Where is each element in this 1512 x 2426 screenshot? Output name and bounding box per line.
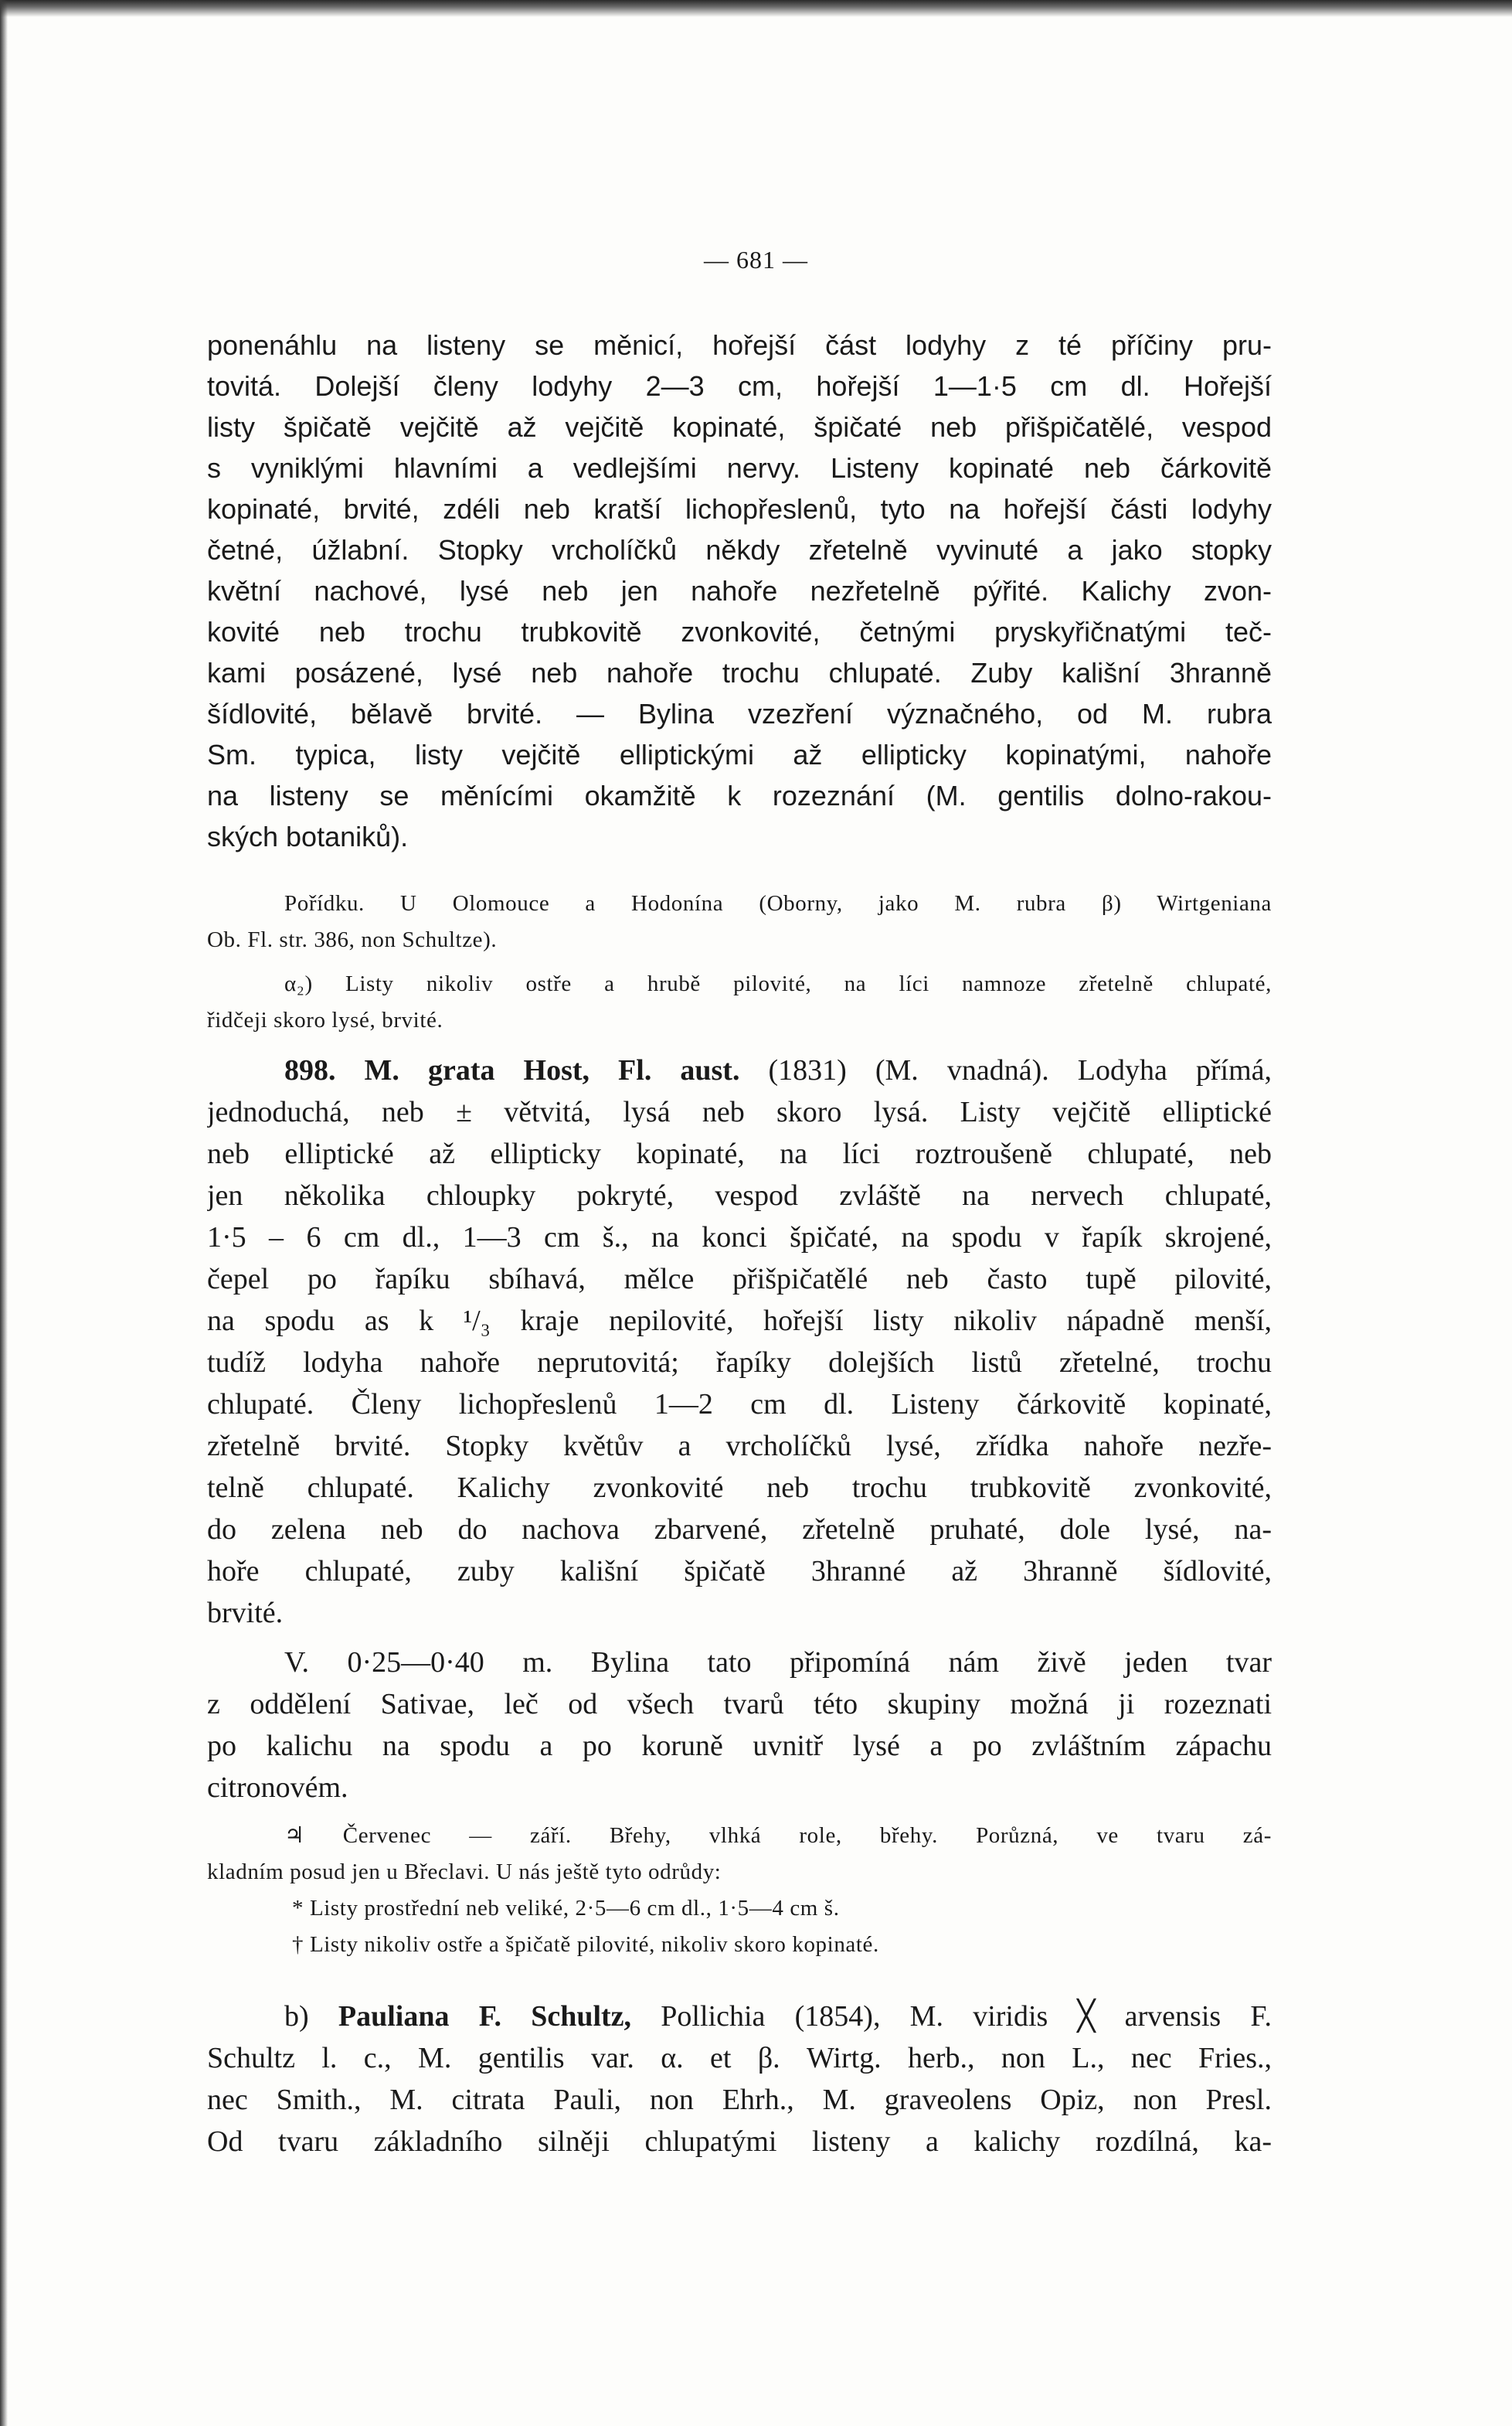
text-line: s vyniklými hlavními a vedlejšími nervy. Listeny kopinaté neb čárkovitě: [207, 452, 1272, 484]
entry-b-pauliana: [207, 1996, 1272, 2162]
note-cross-line: † Listy nikoliv ostře a špičatě pilovité, nikoliv skoro kopinaté.: [292, 1932, 879, 1957]
text-line: jen několika chloupky pokryté, vespod zvláště na nervech chlupaté,: [207, 1179, 1272, 1212]
entry-898: [207, 1050, 1272, 1634]
paragraph-1: [207, 325, 1272, 857]
note-line: Pořídku. U Olomouce a Hodonína (Oborny, jako M. rubra β) Wirtgeniana: [284, 891, 1272, 916]
entry-heading-rest: Pollichia (1854), M. viridis ╳ arvensis F.: [661, 2000, 1272, 2033]
text-line: citronovém.: [207, 1771, 348, 1804]
text-line: do zelena neb do nachova zbarvené, zřetelně pruhaté, dole lysé, na-: [207, 1513, 1272, 1546]
text-line: tovitá. Dolejší členy lodyhy 2—3 cm, hořejší 1—1·5 cm dl. Hořejší: [207, 370, 1272, 402]
note-line: kladním posud jen u Břeclavi. U nás ještě tyto odrůdy:: [207, 1859, 722, 1884]
text-line: telně chlupaté. Kalichy zvonkovité neb trochu trubkovitě zvonkovité,: [207, 1472, 1272, 1504]
text-line: ských botaniků).: [207, 821, 409, 852]
paragraph-v: [207, 1642, 1272, 1808]
text-line: po kalichu na spodu a po koruně uvnitř lysé a po zvláštním zápachu: [207, 1730, 1272, 1762]
text-line: z oddělení Sativae, leč od všech tvarů této skupiny možná ji rozeznati: [207, 1688, 1272, 1720]
scan-edge-left: [0, 0, 8, 2426]
text-line: V. 0·25—0·40 m. Bylina tato připomíná nám živě jeden tvar: [284, 1646, 1272, 1679]
text-line: na spodu as k ¹/₃ kraje nepilovité, hořejší listy nikoliv nápadně menší,: [207, 1305, 1272, 1337]
note-star-line: * Listy prostřední neb veliké, 2·5—6 cm dl., 1·5—4 cm š.: [292, 1896, 840, 1921]
entry-prefix: b): [284, 2000, 309, 2033]
text-line: hoře chlupaté, zuby kališní špičatě 3hranné až 3hranně šídlovité,: [207, 1555, 1272, 1587]
text-line: jednoduchá, neb ± větvitá, lysá neb skoro lysá. Listy vejčitě elliptické: [207, 1096, 1272, 1128]
note-line: řidčeji skoro lysé, brvité.: [207, 1008, 443, 1033]
text-line: listy špičatě vejčitě až vejčitě kopinaté, špičaté neb přišpičatělé, vespod: [207, 411, 1272, 443]
entry-number: 898.: [284, 1054, 336, 1087]
note-flowering: [207, 1818, 1272, 1963]
note-line: ♃ Červenec — září. Břehy, vlhká role, břehy. Porůzná, ve tvaru zá-: [284, 1823, 1272, 1848]
species-name: M. grata Host, Fl. aust.: [364, 1054, 740, 1087]
variety-name: Pauliana F. Schultz,: [338, 2000, 632, 2033]
text-line: Sm. typica, listy vejčitě elliptickými až ellipticky kopinatými, nahoře: [207, 739, 1272, 771]
entry-heading-line: [207, 1996, 1272, 2037]
scan-edge-top: [0, 0, 1512, 17]
text-line: čepel po řapíku sbíhavá, mělce přišpičatělé neb často tupě pilovité,: [207, 1263, 1272, 1295]
text-line: kami posázené, lysé neb nahoře trochu chlupaté. Zuby kališní 3hranně: [207, 657, 1272, 689]
text-line: 1·5 – 6 cm dl., 1—3 cm š., na konci špičaté, na spodu v řapík skrojené,: [207, 1221, 1272, 1254]
text-line: tudíž lodyha nahoře neprutovitá; řapíky dolejších listů zřetelné, trochu: [207, 1346, 1272, 1379]
text-line: brvité.: [207, 1597, 284, 1629]
text-line: četné, úžlabní. Stopky vrcholíčků někdy zřetelně vyvinuté a jako stopky: [207, 534, 1272, 566]
page-number: — 681 —: [704, 246, 808, 274]
entry-heading-rest: (1831) (M. vnadná). Lodyha přímá,: [768, 1054, 1272, 1087]
text-line: zřetelně brvité. Stopky květův a vrcholíčků lysé, zřídka nahoře nezře-: [207, 1430, 1272, 1462]
text-line: ponenáhlu na listeny se měnicí, hořejší část lodyhy z té příčiny pru-: [207, 329, 1272, 361]
note-variety-alpha2: [207, 966, 1272, 1039]
text-line: nec Smith., M. citrata Pauli, non Ehrh., M. graveolens Opiz, non Presl.: [207, 2084, 1272, 2116]
text-line: šídlovité, bělavě brvité. — Bylina vzezření význačného, od M. rubra: [207, 698, 1272, 730]
text-line: neb elliptické až ellipticky kopinaté, na líci roztroušeně chlupaté, neb: [207, 1138, 1272, 1170]
note-distribution: [207, 886, 1272, 958]
note-line: α₂) Listy nikoliv ostře a hrubě pilovité, na líci namnoze zřetelně chlupaté,: [284, 971, 1272, 996]
text-line: květní nachové, lysé neb jen nahoře nezřetelně pýřité. Kalichy zvon-: [207, 575, 1272, 607]
text-line: kopinaté, brvité, zdéli neb kratší lichopřeslenů, tyto na hořejší části lodyhy: [207, 493, 1272, 525]
text-line: Schultz l. c., M. gentilis var. α. et β. Wirtg. herb., non L., nec Fries.,: [207, 2042, 1272, 2074]
text-line: chlupaté. Členy lichopřeslenů 1—2 cm dl. Listeny čárkovitě kopinaté,: [207, 1388, 1272, 1421]
text-line: Od tvaru základního silněji chlupatými listeny a kalichy rozdílná, ka-: [207, 2125, 1272, 2158]
text-line: kovité neb trochu trubkovitě zvonkovité, četnými pryskyřičnatými teč-: [207, 616, 1272, 648]
entry-heading-line: [207, 1050, 1272, 1091]
note-line: Ob. Fl. str. 386, non Schultze).: [207, 927, 498, 952]
text-line: na listeny se měnícími okamžitě k rozeznání (M. gentilis dolno-rakou-: [207, 780, 1272, 812]
